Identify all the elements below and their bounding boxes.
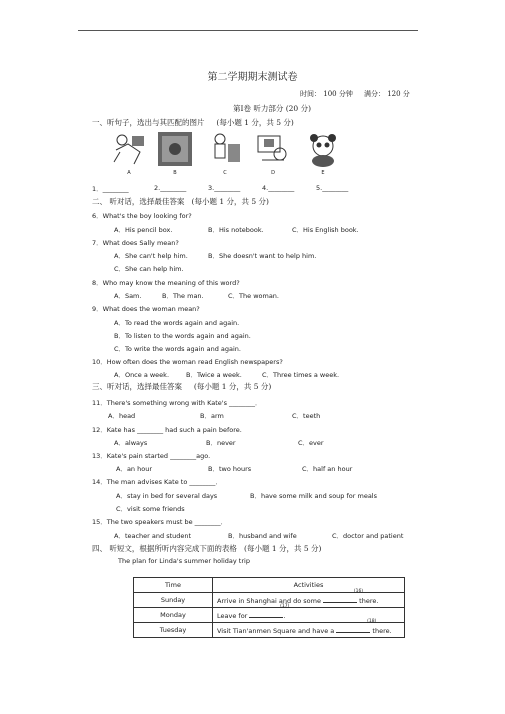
section-2-heading: 二、 听对话，选择最佳答案 (每小题 1 分，共 5 分) bbox=[92, 197, 269, 206]
q10-option-b[interactable]: B．Twice a week. bbox=[186, 371, 242, 379]
table-row bbox=[134, 593, 405, 608]
picture-a-icon bbox=[110, 130, 148, 168]
blank-number: (17) bbox=[280, 604, 290, 609]
q12-option-a[interactable]: A．always bbox=[114, 439, 148, 447]
picture-e-icon bbox=[304, 130, 342, 168]
blank-16[interactable] bbox=[323, 589, 364, 603]
blank-18[interactable] bbox=[336, 619, 377, 633]
table-header-activities: Activities bbox=[213, 578, 405, 593]
answer-4[interactable]: 4.________ bbox=[262, 184, 295, 192]
picture-e-label: E bbox=[321, 170, 325, 176]
q8-option-b[interactable]: B．The man. bbox=[162, 292, 204, 300]
picture-c-label: C bbox=[223, 170, 227, 176]
picture-b-icon bbox=[156, 130, 194, 168]
answer-2[interactable]: 2.________ bbox=[154, 184, 187, 192]
question-10: 10．How often does the woman read English newspapers? bbox=[92, 358, 283, 366]
question-12: 12．Kate has ________ had such a pain before. bbox=[92, 426, 242, 434]
picture-a-label: A bbox=[127, 170, 131, 176]
answer-1[interactable]: 1．________ bbox=[92, 185, 129, 193]
q10-option-a[interactable]: A．Once a week. bbox=[114, 371, 170, 379]
picture-d-icon bbox=[254, 130, 292, 168]
q11-option-a[interactable]: A．head bbox=[108, 412, 136, 420]
row-activity: Arrive in Shanghai and do some (16) there. bbox=[213, 593, 405, 608]
q12-option-c[interactable]: C．ever bbox=[298, 439, 324, 447]
table-caption: The plan for Linda's summer holiday trip bbox=[118, 557, 250, 565]
answer-3[interactable]: 3.________ bbox=[208, 184, 241, 192]
q15-option-b[interactable]: B．husband and wife bbox=[228, 532, 297, 540]
question-13: 13．Kate's pain started ________ago. bbox=[92, 452, 211, 460]
q6-option-b[interactable]: B．His notebook. bbox=[208, 226, 264, 234]
q14-option-c[interactable]: C．visit some friends bbox=[116, 505, 185, 513]
q14-option-a[interactable]: A．stay in bed for several days bbox=[116, 492, 218, 500]
q13-option-b[interactable]: B．two hours bbox=[208, 465, 252, 473]
row-day: Sunday bbox=[134, 593, 213, 608]
table-header-time: Time bbox=[134, 578, 213, 593]
exam-meta: 时间： 100 分钟 满分： 120 分 bbox=[300, 90, 410, 98]
table-row bbox=[134, 608, 405, 623]
q11-option-c[interactable]: C．teeth bbox=[292, 412, 321, 420]
row-activity: Visit Tian'anmen Square and have a (18) there. bbox=[213, 623, 405, 638]
question-6: 6．What's the boy looking for? bbox=[92, 212, 192, 220]
q15-option-c[interactable]: C．doctor and patient bbox=[332, 532, 404, 540]
q6-option-c[interactable]: C．His English book. bbox=[292, 226, 359, 234]
picture-d-label: D bbox=[271, 170, 275, 176]
q9-option-b[interactable]: B．To listen to the words again and again. bbox=[114, 332, 251, 340]
q11-option-b[interactable]: B．arm bbox=[200, 412, 224, 420]
plan-table bbox=[133, 577, 405, 638]
q13-option-c[interactable]: C．half an hour bbox=[302, 465, 353, 473]
question-14: 14．The man advises Kate to ________． bbox=[92, 478, 222, 486]
table-header-row bbox=[134, 578, 405, 593]
page-title: 第二学期期末测试卷 bbox=[207, 72, 298, 83]
blank-number: (18) bbox=[367, 619, 377, 624]
row-day: Monday bbox=[134, 608, 213, 623]
question-15: 15．The two speakers must be ________． bbox=[92, 518, 228, 526]
part-heading: 第Ⅰ卷 听力部分 (20 分) bbox=[233, 104, 312, 113]
q7-option-b[interactable]: B．She doesn't want to help him. bbox=[208, 252, 317, 260]
question-11: 11．There's something wrong with Kate's ________． bbox=[92, 399, 262, 407]
q13-option-a[interactable]: A．an hour bbox=[116, 465, 153, 473]
row-day: Tuesday bbox=[134, 623, 213, 638]
blank-17[interactable] bbox=[249, 604, 290, 618]
answer-5[interactable]: 5.________ bbox=[316, 184, 349, 192]
q15-option-a[interactable]: A．teacher and student bbox=[114, 532, 192, 540]
section-1-heading: 一、听句子，选出与其匹配的图片 (每小题 1 分，共 5 分) bbox=[92, 118, 294, 127]
section-4-heading: 四、 听短文，根据所听内容完成下面的表格 (每小题 1 分，共 5 分) bbox=[92, 544, 322, 553]
row-activity: Leave for (17) . bbox=[213, 608, 405, 623]
section-3-heading: 三、听对话，选择最佳答案 (每小题 1 分，共 5 分) bbox=[92, 382, 272, 391]
question-8: 8．Who may know the meaning of this word? bbox=[92, 279, 240, 287]
q6-option-a[interactable]: A．His pencil box. bbox=[114, 226, 173, 234]
q7-option-c[interactable]: C．She can help him. bbox=[114, 265, 184, 273]
question-9: 9．What does the woman mean? bbox=[92, 305, 200, 313]
q9-option-a[interactable]: A．To read the words again and again. bbox=[114, 319, 240, 327]
picture-c-icon bbox=[206, 130, 244, 168]
blank-number: (16) bbox=[353, 589, 364, 594]
q10-option-c[interactable]: C．Three times a week. bbox=[262, 371, 340, 379]
q7-option-a[interactable]: A．She can't help him. bbox=[114, 252, 188, 260]
q9-option-c[interactable]: C．To write the words again and again. bbox=[114, 345, 241, 353]
top-rule bbox=[78, 30, 418, 31]
q8-option-a[interactable]: A．Sam. bbox=[114, 292, 142, 300]
q12-option-b[interactable]: B．never bbox=[206, 439, 236, 447]
picture-b-label: B bbox=[173, 170, 177, 176]
picture-row bbox=[110, 130, 350, 176]
table-row bbox=[134, 623, 405, 638]
question-7: 7．What does Sally mean? bbox=[92, 239, 179, 247]
q8-option-c[interactable]: C．The woman. bbox=[228, 292, 279, 300]
q14-option-b[interactable]: B．have some milk and soup for meals bbox=[250, 492, 377, 500]
